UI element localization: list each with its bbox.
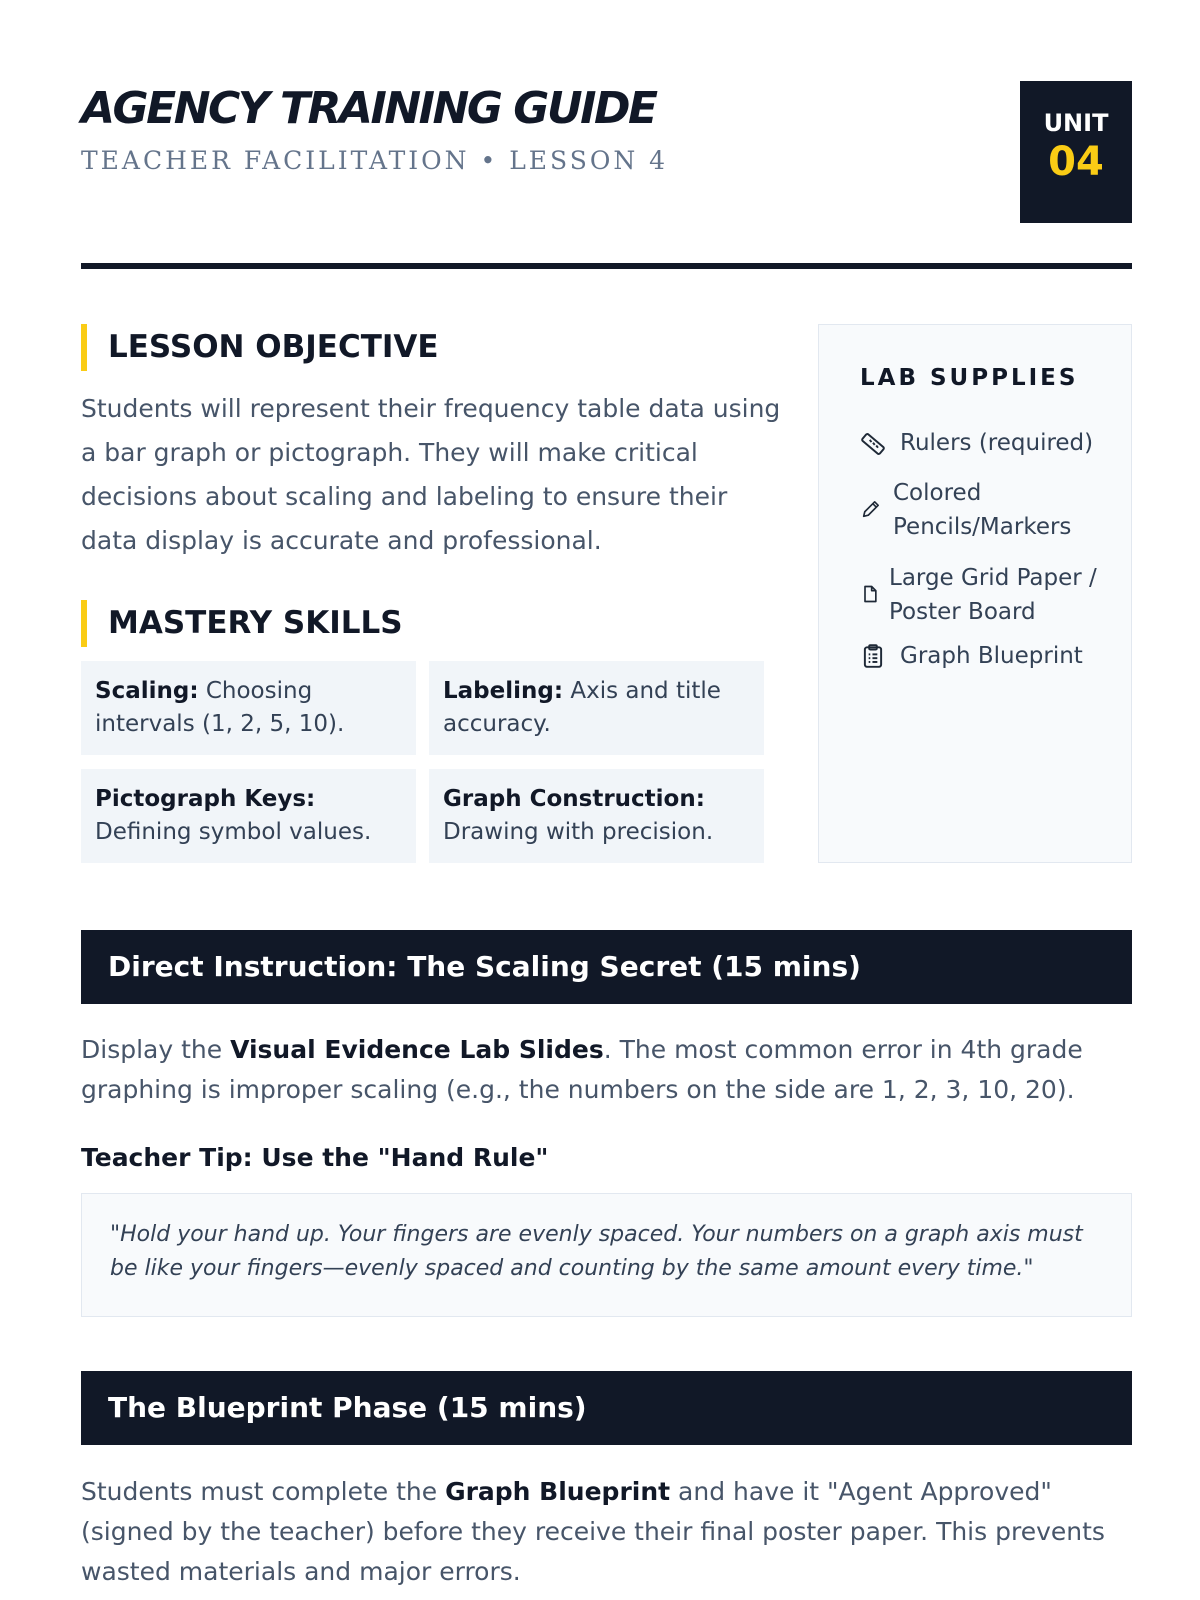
unit-badge [1020, 81, 1132, 223]
skill-term: Graph Construction: [443, 786, 705, 812]
supply-label: Large Grid Paper / Poster Board [889, 565, 1097, 625]
lab-supplies-panel [818, 324, 1132, 863]
skill-term: Pictograph Keys: [95, 786, 316, 812]
page-subtitle: TEACHER FACILITATION • LESSON 4 [81, 146, 669, 175]
instruction-text [81, 1030, 1132, 1110]
skill-card [81, 769, 416, 863]
header-divider [81, 263, 1132, 269]
skill-description: Drawing with precision. [443, 819, 714, 845]
teacher-tip-heading: Teacher Tip: Use the "Hand Rule" [81, 1143, 549, 1172]
skill-description: Choosing intervals (1, 2, 5, 10). [95, 678, 345, 737]
blueprint-section-header: The Blueprint Phase (15 mins) [81, 1371, 1132, 1445]
instruction-text-bold: Visual Evidence Lab Slides [230, 1035, 604, 1064]
paper-icon [860, 584, 880, 604]
blueprint-text-end: and have it "Agent Approved" (signed by the teacher) before they receive their final poster paper. This prevents wasted materials and major errors. [81, 1477, 1105, 1586]
objective-heading: LESSON OBJECTIVE [81, 324, 439, 371]
skill-card [81, 661, 416, 755]
supply-item [860, 639, 1120, 673]
blueprint-text-start: Students must complete the [81, 1477, 446, 1506]
skills-heading: MASTERY SKILLS [81, 600, 403, 647]
skill-description: Defining symbol values. [95, 819, 372, 845]
clipboard-icon [860, 643, 886, 669]
skill-card [429, 769, 764, 863]
page-header [81, 81, 1132, 223]
blueprint-text-bold: Graph Blueprint [445, 1477, 671, 1506]
supply-item [860, 561, 1120, 629]
skills-grid [81, 661, 764, 863]
skill-term: Labeling: [443, 678, 564, 704]
instruction-text-end: . The most common error in 4th grade graphing is improper scaling (e.g., the numbers on the side are 1, 2, 3, 10, 20). [81, 1035, 1083, 1104]
unit-number: 04 [1048, 139, 1104, 185]
teacher-tip-quote: "Hold your hand up. Your fingers are evenly spaced. Your numbers on a graph axis must be like your fingers—evenly spaced and counting by the same amount every time." [81, 1193, 1132, 1317]
pencil-icon [860, 498, 882, 520]
objective-text: Students will represent their frequency table data using a bar graph or pictograph. They will make critical decisions about scaling and labeling to ensure their data display is accurate and professional. [81, 394, 781, 555]
unit-label: UNIT [1043, 109, 1109, 137]
page-title: AGENCY TRAINING GUIDE [81, 83, 656, 134]
instruction-section-header: Direct Instruction: The Scaling Secret (15 mins) [81, 930, 1132, 1004]
supply-label: Colored Pencils/Markers [893, 480, 1072, 540]
skill-description: Axis and title accuracy. [443, 678, 721, 737]
ruler-icon [860, 431, 886, 457]
supply-label: Graph Blueprint [900, 643, 1083, 669]
skill-term: Scaling: [95, 678, 199, 704]
skill-card [429, 661, 764, 755]
supplies-title: LAB SUPPLIES [860, 365, 1079, 391]
blueprint-text [81, 1472, 1132, 1592]
supply-label: Rulers (required) [900, 430, 1094, 456]
supply-item [860, 426, 1120, 460]
instruction-text-start: Display the [81, 1035, 231, 1064]
supply-item [860, 476, 1120, 544]
